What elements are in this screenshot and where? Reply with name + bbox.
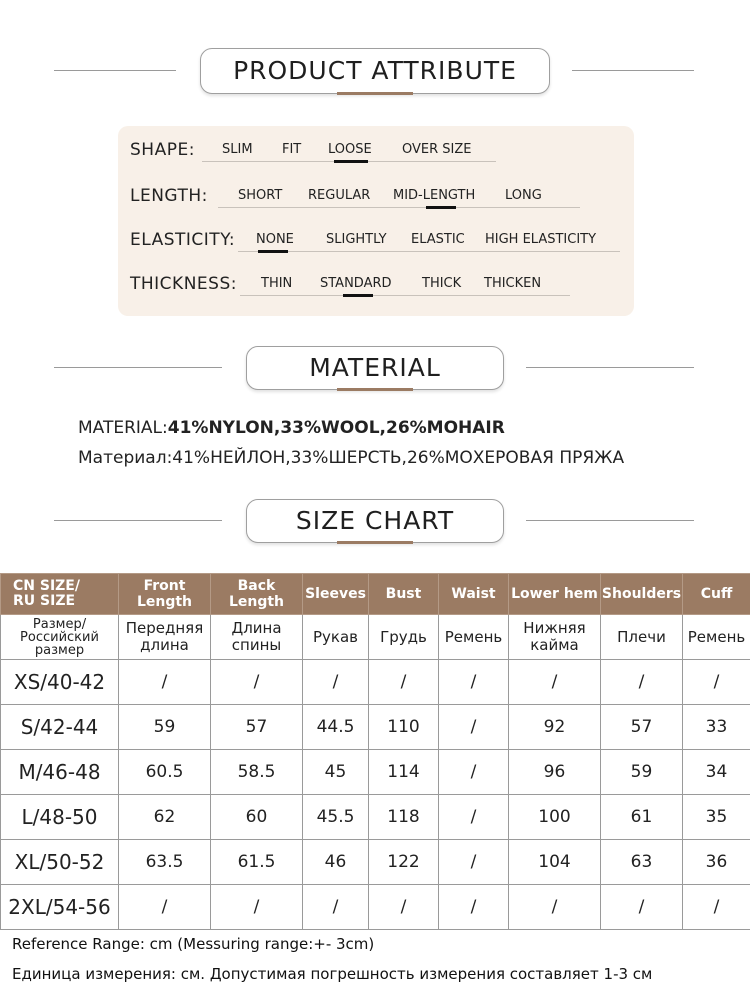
selected-marker <box>334 160 368 163</box>
table-cell: / <box>303 660 369 705</box>
divider-left <box>54 367 222 368</box>
table-cell: 45.5 <box>303 795 369 840</box>
reference-range-note: Reference Range: cm (Messuring range:+- 3cm) <box>12 935 375 953</box>
attribute-option: REGULAR <box>308 188 371 203</box>
table-cell: 100 <box>509 795 601 840</box>
attribute-option: LONG <box>505 188 542 203</box>
attribute-option: SHORT <box>238 188 283 203</box>
attribute-option-selected: MID-LENGTH <box>393 188 476 203</box>
table-cell: 57 <box>601 705 683 750</box>
attribute-option: THICK <box>422 276 462 291</box>
measurement-note-ru: Единица измерения: см. Допустимая погрешность измерения составляет 1-3 см <box>12 965 653 983</box>
table-cell: Waist <box>439 574 509 615</box>
attribute-baseline <box>218 207 580 208</box>
size-label-cell: 2XL/54-56 <box>1 885 119 930</box>
table-cell: / <box>439 660 509 705</box>
material-heading <box>246 346 504 390</box>
material-en <box>78 418 505 438</box>
table-cell: Front Length <box>119 574 211 615</box>
table-cell: 59 <box>119 705 211 750</box>
table-cell: 45 <box>303 750 369 795</box>
attribute-option: ELASTIC <box>411 232 465 247</box>
table-cell: Back Length <box>211 574 303 615</box>
table-cell: 110 <box>369 705 439 750</box>
table-cell: 57 <box>211 705 303 750</box>
table-cell: / <box>439 885 509 930</box>
title-accent-bar <box>337 541 413 544</box>
table-cell: Shoulders <box>601 574 683 615</box>
table-cell: Lower hem <box>509 574 601 615</box>
table-row <box>1 660 750 705</box>
attribute-option-selected: NONE <box>256 232 294 247</box>
size-chart-heading <box>246 499 504 543</box>
table-header-row-ru <box>1 615 750 660</box>
attribute-baseline <box>238 251 620 252</box>
attribute-panel <box>118 126 634 316</box>
attribute-label: SHAPE: <box>130 140 195 160</box>
size-label-cell: M/46-48 <box>1 750 119 795</box>
material-label: Материал: <box>78 448 173 468</box>
divider-left <box>54 520 222 521</box>
table-cell: / <box>439 795 509 840</box>
size-chart-table <box>0 573 750 930</box>
table-cell: / <box>601 885 683 930</box>
table-cell: Рукав <box>303 615 369 660</box>
size-label-cell: Размер/ Российский размер <box>1 615 119 660</box>
material-label: MATERIAL: <box>78 418 168 438</box>
table-cell: Bust <box>369 574 439 615</box>
product-attribute-title: PRODUCT ATTRIBUTE <box>233 56 517 85</box>
divider-right <box>572 70 694 71</box>
table-cell: 122 <box>369 840 439 885</box>
table-cell: 59 <box>601 750 683 795</box>
product-attribute-heading <box>200 48 550 94</box>
attribute-option: THIN <box>261 276 293 291</box>
table-cell: / <box>119 885 211 930</box>
attribute-option: OVER SIZE <box>402 142 472 157</box>
table-cell: 58.5 <box>211 750 303 795</box>
size-label-cell: CN SIZE/ RU SIZE <box>1 574 119 615</box>
table-row <box>1 750 750 795</box>
material-title: MATERIAL <box>309 353 441 382</box>
attribute-row-thickness <box>118 272 634 302</box>
attribute-option: THICKEN <box>484 276 542 291</box>
table-cell: / <box>439 750 509 795</box>
table-cell: 96 <box>509 750 601 795</box>
table-cell: 62 <box>119 795 211 840</box>
table-cell: / <box>303 885 369 930</box>
table-cell: / <box>369 885 439 930</box>
attribute-option: SLIGHTLY <box>326 232 387 247</box>
table-cell: 63 <box>601 840 683 885</box>
table-cell: 46 <box>303 840 369 885</box>
table-cell: Cuff <box>683 574 750 615</box>
table-cell: 61.5 <box>211 840 303 885</box>
table-cell: 36 <box>683 840 750 885</box>
attribute-label: ELASTICITY: <box>130 230 236 250</box>
title-accent-bar <box>337 92 413 95</box>
table-cell: / <box>369 660 439 705</box>
size-label-cell: XS/40-42 <box>1 660 119 705</box>
table-cell: 114 <box>369 750 439 795</box>
table-cell: 118 <box>369 795 439 840</box>
table-cell: / <box>211 885 303 930</box>
attribute-option-selected: LOOSE <box>328 142 372 157</box>
table-cell: / <box>509 885 601 930</box>
table-cell: Длина спины <box>211 615 303 660</box>
table-cell: Sleeves <box>303 574 369 615</box>
attribute-label: THICKNESS: <box>130 274 237 294</box>
selected-marker <box>258 250 288 253</box>
table-cell: Передняя длина <box>119 615 211 660</box>
table-cell: 33 <box>683 705 750 750</box>
table-row <box>1 795 750 840</box>
table-cell: / <box>683 885 750 930</box>
table-cell: 34 <box>683 750 750 795</box>
table-cell: / <box>683 660 750 705</box>
material-value: 41%NYLON,33%WOOL,26%MOHAIR <box>167 418 505 438</box>
attribute-row-elasticity <box>118 228 634 258</box>
table-cell: Ремень <box>683 615 750 660</box>
table-cell: / <box>119 660 211 705</box>
table-row <box>1 885 750 930</box>
divider-right <box>526 367 694 368</box>
selected-marker <box>343 294 373 297</box>
table-cell: 44.5 <box>303 705 369 750</box>
title-accent-bar <box>337 388 413 391</box>
size-chart-title: SIZE CHART <box>295 506 455 535</box>
material-ru <box>78 448 624 468</box>
attribute-option: FIT <box>282 142 302 157</box>
table-cell: 60 <box>211 795 303 840</box>
table-cell: / <box>439 840 509 885</box>
attribute-option-selected: STANDARD <box>320 276 392 291</box>
table-header-row <box>1 574 750 615</box>
attribute-row-length <box>118 184 634 214</box>
selected-marker <box>426 206 456 209</box>
table-cell: Плечи <box>601 615 683 660</box>
table-cell: 63.5 <box>119 840 211 885</box>
table-cell: / <box>439 705 509 750</box>
table-cell: Ремень <box>439 615 509 660</box>
table-cell: / <box>509 660 601 705</box>
table-row <box>1 840 750 885</box>
table-cell: Нижняя кайма <box>509 615 601 660</box>
attribute-row-shape <box>118 138 634 168</box>
material-value: 41%НЕЙЛОН,33%ШЕРСТЬ,26%МОХЕРОВАЯ ПРЯЖА <box>172 448 625 468</box>
table-cell: 92 <box>509 705 601 750</box>
table-cell: 60.5 <box>119 750 211 795</box>
table-cell: / <box>601 660 683 705</box>
divider-right <box>526 520 694 521</box>
table-cell: 61 <box>601 795 683 840</box>
attribute-baseline <box>240 295 570 296</box>
table-cell: 104 <box>509 840 601 885</box>
table-row <box>1 705 750 750</box>
size-label-cell: L/48-50 <box>1 795 119 840</box>
attribute-option: SLIM <box>222 142 253 157</box>
table-cell: 35 <box>683 795 750 840</box>
size-label-cell: S/42-44 <box>1 705 119 750</box>
attribute-option: HIGH ELASTICITY <box>485 232 597 247</box>
divider-left <box>54 70 176 71</box>
table-cell: Грудь <box>369 615 439 660</box>
table-cell: / <box>211 660 303 705</box>
size-label-cell: XL/50-52 <box>1 840 119 885</box>
attribute-label: LENGTH: <box>130 186 208 206</box>
